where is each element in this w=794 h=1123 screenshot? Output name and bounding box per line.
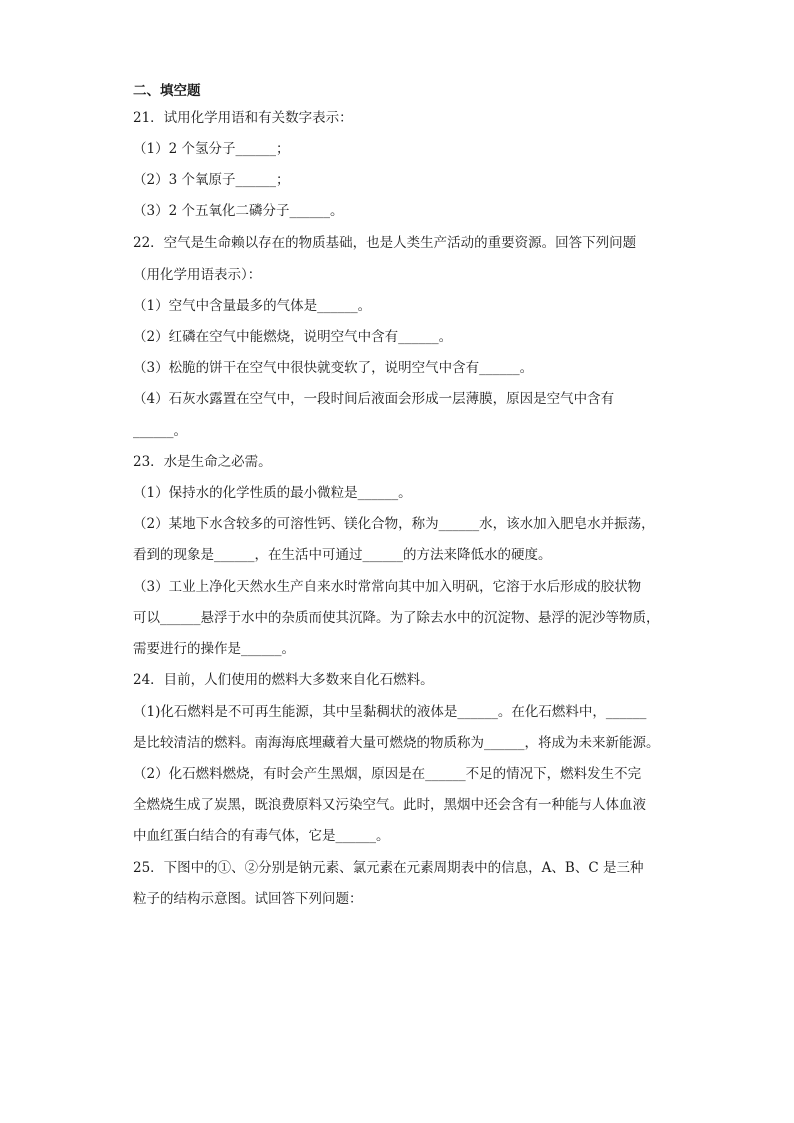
- question-24-item-2-cont: 全燃烧生成了炭黑，既浪费原料又污染空气。此时，黑烟中还会含有一种能与人体血液: [133, 797, 646, 813]
- question-21-stem: 21．试用化学用语和有关数字表示：: [133, 110, 353, 126]
- question-23-item-1: （1）保持水的化学性质的最小微粒是______。: [133, 485, 412, 501]
- question-24-item-1: （1)化石燃料是不可再生能源，其中呈黏稠状的液体是______。在化石燃料中，______: [133, 704, 647, 720]
- question-22-stem-cont: （用化学用语表示）：: [133, 267, 262, 283]
- question-22-item-1: （1）空气中含量最多的气体是______。: [133, 298, 372, 314]
- question-21-item-2: （2）3 个氧原子______；: [133, 172, 290, 188]
- question-25-stem-cont: 粒子的结构示意图。试回答下列问题：: [133, 891, 363, 907]
- question-24-item-2-cont2: 中血红蛋白结合的有毒气体，它是______。: [133, 828, 390, 844]
- question-24-stem: 24．目前，人们使用的燃料大多数来自化石燃料。: [133, 672, 434, 688]
- question-23-stem: 23．水是生命之必需。: [133, 454, 272, 470]
- question-24-item-1-cont: 是比较清洁的燃料。南海海底埋藏着大量可燃烧的物质称为______，将成为未来新能源。: [133, 735, 660, 751]
- question-23-item-2: （2）某地下水含较多的可溶性钙、镁化合物，称为______水，该水加入肥皂水并振荡，: [133, 516, 655, 532]
- question-22-item-3: （3）松脆的饼干在空气中很快就变软了，说明空气中含有______。: [133, 360, 534, 376]
- question-22-stem: 22．空气是生命赖以存在的物质基础，也是人类生产活动的重要资源。回答下列问题: [133, 235, 637, 251]
- question-22-item-2: （2）红磷在空气中能燃烧，说明空气中含有______。: [133, 329, 453, 345]
- question-25-stem: 25．下图中的①、②分别是钠元素、氯元素在元素周期表中的信息，A、B、C 是三种: [133, 860, 644, 876]
- question-23-item-3-cont: 可以______悬浮于水中的杂质而使其沉降。为了除去水中的沉淀物、悬浮的泥沙等物质，: [133, 610, 660, 626]
- question-21-item-1: （1）2 个氢分子______；: [133, 141, 290, 157]
- question-24-item-2: （2）化石燃料燃烧，有时会产生黑烟，原因是在______不足的情况下，燃料发生不完: [133, 766, 642, 782]
- section-title: 二、填空题: [133, 83, 201, 99]
- question-23-item-2-cont: 看到的现象是______，在生活中可通过______的方法来降低水的硬度。: [133, 547, 552, 563]
- question-22-item-4: （4）石灰水露置在空气中，一段时间后液面会形成一层薄膜，原因是空气中含有: [133, 391, 615, 407]
- question-22-item-4-cont: ______。: [133, 423, 187, 439]
- question-23-item-3-cont2: 需要进行的操作是______。: [133, 641, 295, 657]
- question-23-item-3: （3）工业上净化天然水生产自来水时常常向其中加入明矾，它溶于水后形成的胶状物: [133, 579, 642, 595]
- question-21-item-3: （3）2 个五氧化二磷分子______。: [133, 203, 344, 219]
